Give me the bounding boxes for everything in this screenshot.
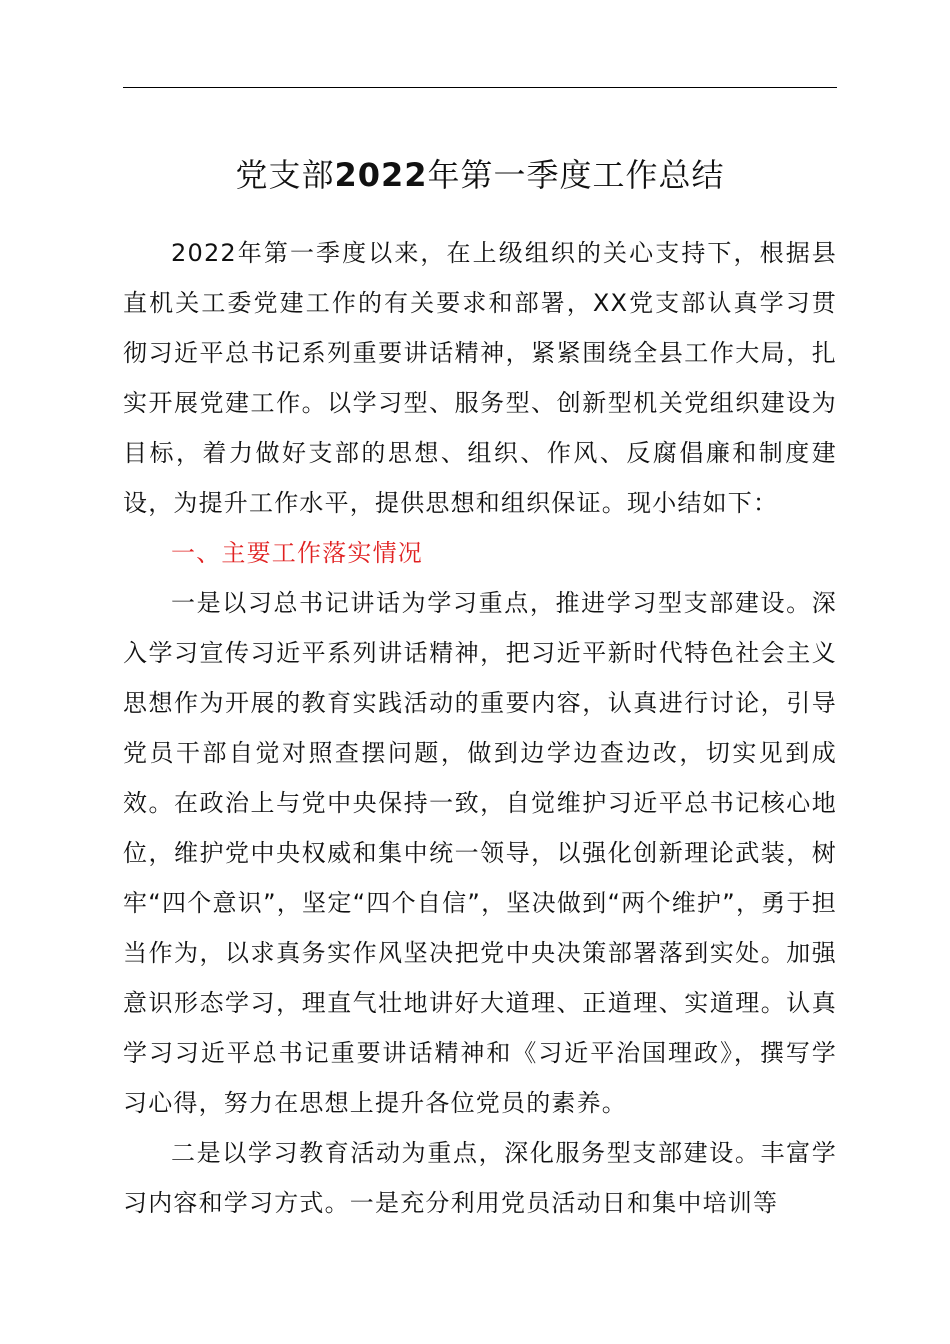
intro-paragraph: 2022年第一季度以来，在上级组织的关心支持下，根据县直机关工委党建工作的有关要求和部署，XX党支部认真学习贯彻习近平总书记系列重要讲话精神，紧紧围绕全县工作大局，扎实开展党建工作。以学习型、服务型、创新型机关党组织建设为目标，着力做好支部的思想、组织、作风、反腐倡廉和制度建设，为提升工作水平，提供思想和组织保证。现小结如下： (123, 239, 837, 517)
document-body (123, 228, 837, 1228)
header-rule (123, 87, 837, 88)
title-year: 2022 (334, 156, 428, 194)
item-paragraph-1: 一是以习总书记讲话为学习重点，推进学习型支部建设。深入学习宣传习近平系列讲话精神，把习近平新时代特色社会主义思想作为开展的教育实践活动的重要内容，认真进行讨论，引导党员干部自觉对照查摆问题，做到边学边查边改，切实见到成效。在政治上与党中央保持一致，自觉维护习近平总书记核心地位，维护党中央权威和集中统一领导，以强化创新理论武装，树牢“四个意识”，坚定“四个自信”，坚决做到“两个维护”，勇于担当作为，以求真务实作风坚决把党中央决策部署落到实处。加强意识形态学习，理直气壮地讲好大道理、正道理、实道理。认真学习习近平总书记重要讲话精神和《习近平治国理政》，撰写学习心得，努力在思想上提升各位党员的素养。 (123, 589, 837, 1117)
title-prefix: 党支部 (235, 156, 335, 194)
title-suffix: 年第一季度工作总结 (427, 156, 725, 194)
document-title (123, 148, 837, 202)
section-heading: 一、主要工作落实情况 (171, 539, 423, 567)
item-paragraph-2: 二是以学习教育活动为重点，深化服务型支部建设。丰富学习内容和学习方式。一是充分利用党员活动日和集中培训等 (123, 1139, 837, 1217)
